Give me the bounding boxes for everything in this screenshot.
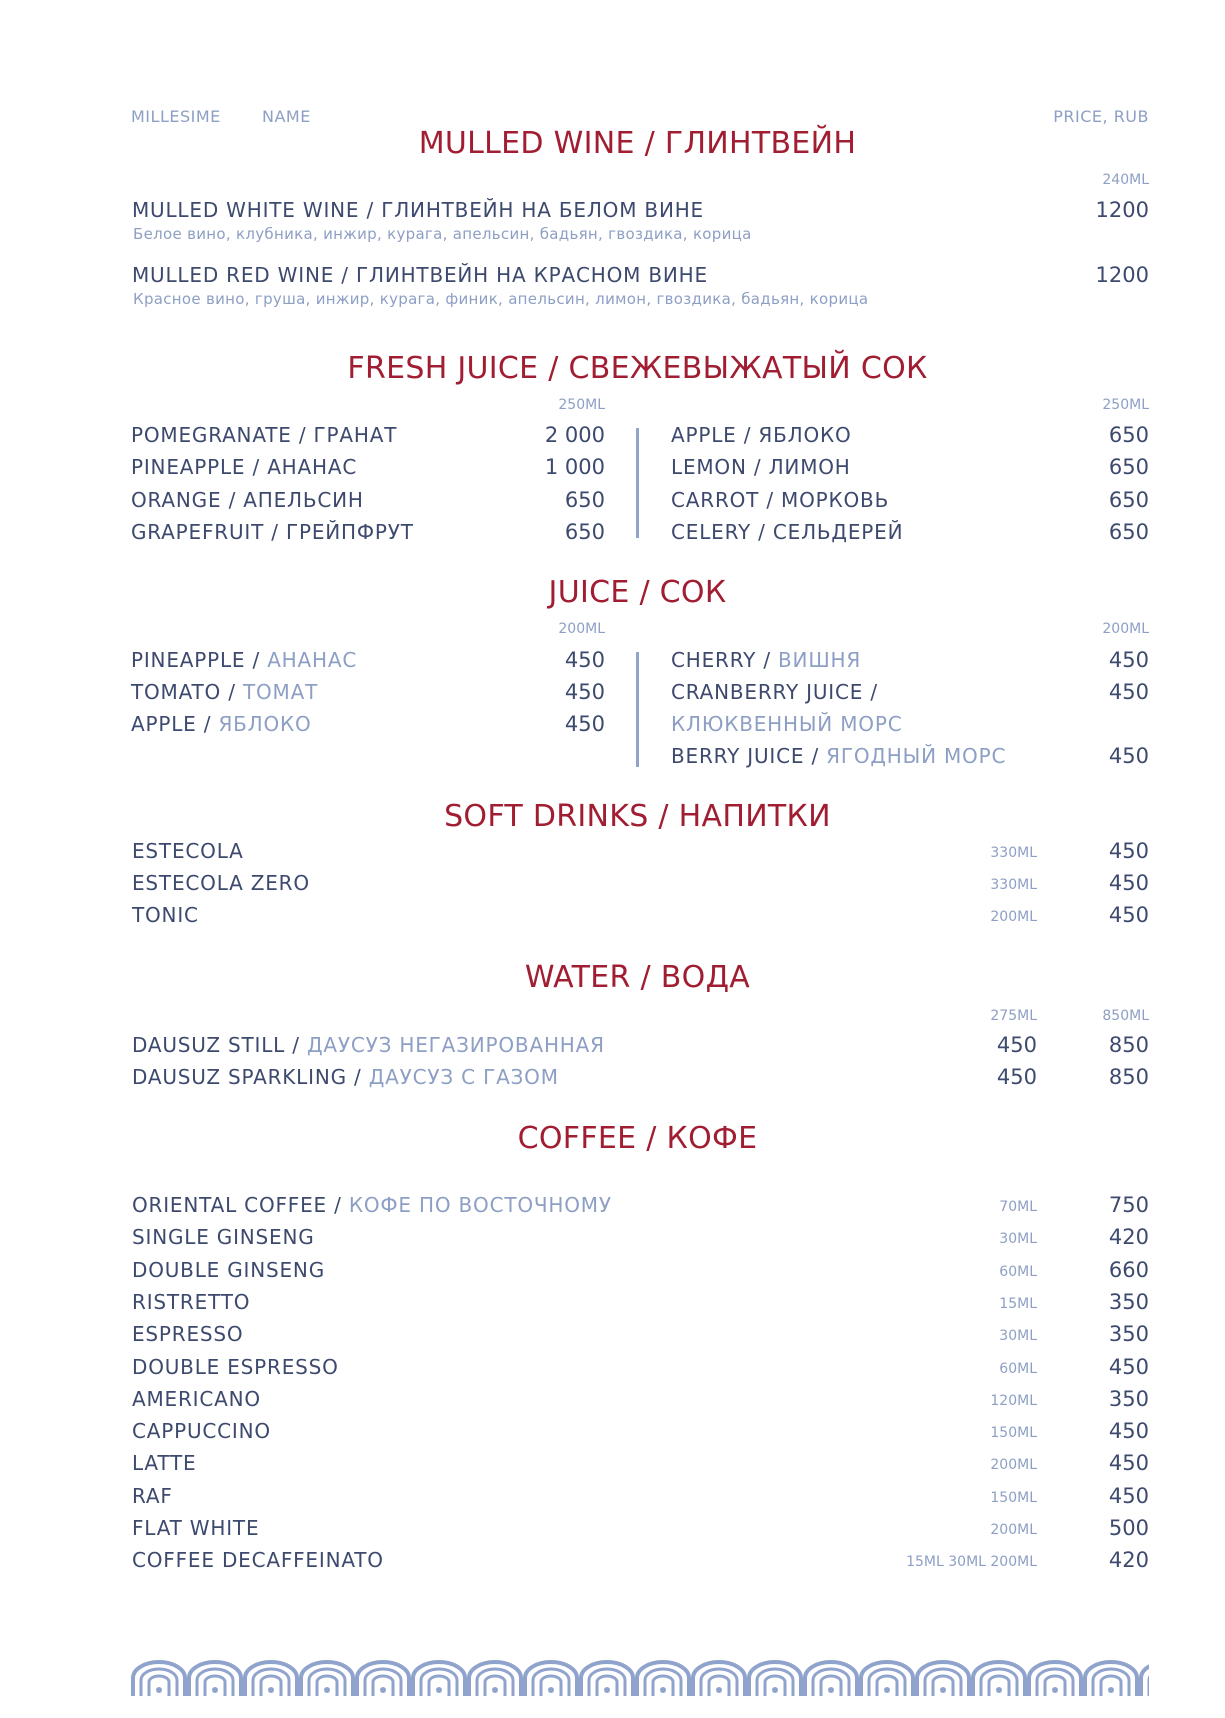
coffee-item — [0, 1355, 1225, 1385]
fresh-item-price: 650 — [1108, 455, 1149, 479]
coffee-item-name: AMERICANO — [132, 1386, 261, 1411]
water-item-name: DAUSUZ SPARKLING / ДАУСУЗ С ГАЗОМ — [132, 1065, 559, 1089]
fresh-item-name: CELERY / СЕЛЬДЕРЕЙ — [671, 520, 904, 544]
section-title-mulled-wine: MULLED WINE / ГЛИНТВЕЙН — [418, 126, 857, 161]
coffee-item-volume: 60ML — [999, 1263, 1037, 1280]
fresh-item-name: PINEAPPLE / АНАНАС — [131, 455, 358, 479]
coffee-item — [0, 1451, 1225, 1481]
soft-item-price: 450 — [1108, 903, 1149, 927]
juice-item-price: 450 — [1108, 744, 1149, 768]
soft-item-price: 450 — [1108, 871, 1149, 895]
coffee-item-name: LATTE — [132, 1451, 197, 1476]
mulled-white-desc: Белое вино, клубника, инжир, курага, апельсин, бадьян, гвоздика, корица — [133, 225, 752, 243]
fresh-item-price: 650 — [1108, 488, 1149, 512]
juice-volume-right: 200ML — [1102, 621, 1149, 637]
list-item — [0, 903, 1225, 933]
coffee-item-price: 500 — [1108, 1516, 1149, 1540]
fresh-item-price: 650 — [1108, 520, 1149, 544]
coffee-item-name: CAPPUCCINO — [132, 1419, 271, 1444]
coffee-item-price: 450 — [1108, 1419, 1149, 1444]
section-title-water: WATER / ВОДА — [524, 960, 751, 995]
fresh-item-name: LEMON / ЛИМОН — [671, 455, 851, 479]
fresh-item-price: 650 — [1108, 423, 1149, 447]
list-item — [0, 871, 1225, 901]
coffee-item — [0, 1225, 1225, 1255]
coffee-item-price: 350 — [1108, 1289, 1149, 1314]
juice-volume-left: 200ML — [558, 621, 605, 637]
coffee-item-name: RISTRETTO — [132, 1289, 251, 1314]
fresh-volume-left: 250ML — [558, 397, 605, 413]
header-name: NAME — [262, 107, 311, 126]
fresh-item-price: 650 — [564, 520, 605, 544]
wave-ornament — [131, 1660, 1149, 1696]
water-item-price-a: 450 — [996, 1065, 1037, 1089]
juice-item-name: CHERRY / ВИШНЯ — [671, 648, 862, 672]
coffee-item-price: 450 — [1108, 1451, 1149, 1476]
coffee-item — [0, 1290, 1225, 1320]
juice-item-name: CRANBERRY JUICE / — [671, 680, 878, 704]
water-item-price-b: 850 — [1108, 1065, 1149, 1089]
coffee-item-volume: 200ML — [990, 1522, 1037, 1538]
soft-item-name: ESTECOLA ZERO — [132, 871, 310, 895]
coffee-item-price: 350 — [1108, 1322, 1149, 1347]
mulled-volume: 240ML — [1102, 172, 1149, 188]
soft-item-volume: 330ML — [990, 845, 1037, 861]
fresh-item-name: CARROT / МОРКОВЬ — [671, 488, 890, 512]
coffee-item-volume: 120ML — [990, 1392, 1037, 1409]
water-volume-a: 275ML — [990, 1008, 1037, 1024]
coffee-item-volume: 15ML 30ML 200ML — [906, 1554, 1037, 1571]
soft-item-volume: 200ML — [990, 909, 1037, 925]
coffee-item — [0, 1258, 1225, 1288]
fresh-item-name: GRAPEFRUIT / ГРЕЙПФРУТ — [131, 520, 414, 544]
mulled-red-price: 1200 — [1095, 263, 1149, 287]
coffee-item-price: 350 — [1108, 1386, 1149, 1411]
column-divider — [636, 652, 639, 767]
fresh-volume-right: 250ML — [1102, 397, 1149, 413]
mulled-white-name: MULLED WHITE WINE / ГЛИНТВЕЙН НА БЕЛОМ ВИНЕ — [132, 198, 704, 222]
coffee-item-volume: 60ML — [999, 1360, 1037, 1377]
juice-item-name: КЛЮКВЕННЫЙ МОРС — [671, 712, 903, 736]
water-item-name: DAUSUZ STILL / ДАУСУЗ НЕГАЗИРОВАННАЯ — [132, 1033, 605, 1057]
coffee-item — [0, 1419, 1225, 1449]
header-millesime: MILLESIME — [131, 107, 221, 126]
mulled-red-desc: Красное вино, груша, инжир, курага, финик, апельсин, лимон, гвоздика, бадьян, корица — [133, 290, 869, 308]
coffee-item — [0, 1387, 1225, 1417]
mulled-white-price: 1200 — [1095, 198, 1149, 222]
juice-item-name: BERRY JUICE / ЯГОДНЫЙ МОРС — [671, 744, 1007, 768]
coffee-item — [0, 1193, 1225, 1223]
juice-item-price: 450 — [1108, 680, 1149, 704]
coffee-item-volume: 150ML — [990, 1425, 1037, 1442]
coffee-item — [0, 1484, 1225, 1514]
soft-item-name: TONIC — [132, 903, 199, 927]
coffee-item-price: 420 — [1108, 1548, 1149, 1573]
coffee-item-price: 450 — [1108, 1483, 1149, 1508]
water-volume-b: 850ML — [1102, 1008, 1149, 1024]
coffee-item-volume: 30ML — [999, 1328, 1037, 1345]
coffee-item-price: 450 — [1108, 1354, 1149, 1379]
coffee-item-name: ORIENTAL COFFEE / КОФЕ ПО ВОСТОЧНОМУ — [132, 1193, 612, 1217]
coffee-item-volume: 200ML — [990, 1457, 1037, 1474]
coffee-item-price: 660 — [1108, 1257, 1149, 1282]
section-title-soft-drinks: SOFT DRINKS / НАПИТКИ — [444, 799, 831, 834]
soft-item-price: 450 — [1108, 839, 1149, 863]
column-divider — [636, 428, 639, 538]
section-title-juice: JUICE / СОК — [548, 575, 727, 610]
mulled-red-name: MULLED RED WINE / ГЛИНТВЕЙН НА КРАСНОМ ВИНЕ — [132, 263, 708, 287]
fresh-item-price: 1 000 — [544, 455, 605, 479]
fresh-item-price: 2 000 — [544, 423, 605, 447]
coffee-item — [0, 1548, 1225, 1578]
coffee-item-name: COFFEE DECAFFEINATO — [132, 1548, 384, 1573]
coffee-item-name: SINGLE GINSENG — [132, 1225, 315, 1250]
fresh-item-name: ORANGE / АПЕЛЬСИН — [131, 488, 364, 512]
header-price: PRICE, RUB — [1053, 107, 1149, 126]
coffee-item — [0, 1322, 1225, 1352]
coffee-item-volume: 150ML — [990, 1489, 1037, 1506]
water-item-price-a: 450 — [996, 1033, 1037, 1057]
fresh-item-name: APPLE / ЯБЛОКО — [671, 423, 852, 447]
coffee-item-name: DOUBLE GINSENG — [132, 1257, 325, 1282]
soft-item-name: ESTECOLA — [132, 839, 244, 863]
coffee-item — [0, 1516, 1225, 1546]
coffee-item-volume: 15ML — [999, 1295, 1037, 1312]
coffee-item-volume: 30ML — [999, 1231, 1037, 1248]
fresh-item-name: POMEGRANATE / ГРАНАТ — [131, 423, 398, 447]
coffee-item-name: DOUBLE ESPRESSO — [132, 1354, 339, 1379]
section-title-fresh-juice: FRESH JUICE / СВЕЖЕВЫЖАТЫЙ СОК — [347, 351, 928, 386]
juice-item-price: 450 — [1108, 648, 1149, 672]
coffee-item-price: 420 — [1108, 1225, 1149, 1250]
list-item — [0, 839, 1225, 869]
juice-item-name: APPLE / ЯБЛОКО — [131, 712, 312, 736]
section-title-coffee: COFFEE / КОФЕ — [517, 1121, 758, 1156]
juice-item-name: TOMATO / ТОМАТ — [131, 680, 319, 704]
juice-item-price: 450 — [564, 712, 605, 736]
juice-item-price: 450 — [564, 680, 605, 704]
coffee-item-name: FLAT WHITE — [132, 1516, 260, 1540]
coffee-item-name: RAF — [132, 1483, 173, 1508]
coffee-item-name: ESPRESSO — [132, 1322, 244, 1347]
juice-item-name: PINEAPPLE / АНАНАС — [131, 648, 358, 672]
juice-item-price: 450 — [564, 648, 605, 672]
water-item-price-b: 850 — [1108, 1033, 1149, 1057]
fresh-item-price: 650 — [564, 488, 605, 512]
soft-item-volume: 330ML — [990, 877, 1037, 893]
coffee-item-volume: 70ML — [999, 1199, 1037, 1215]
coffee-item-price: 750 — [1108, 1193, 1149, 1217]
